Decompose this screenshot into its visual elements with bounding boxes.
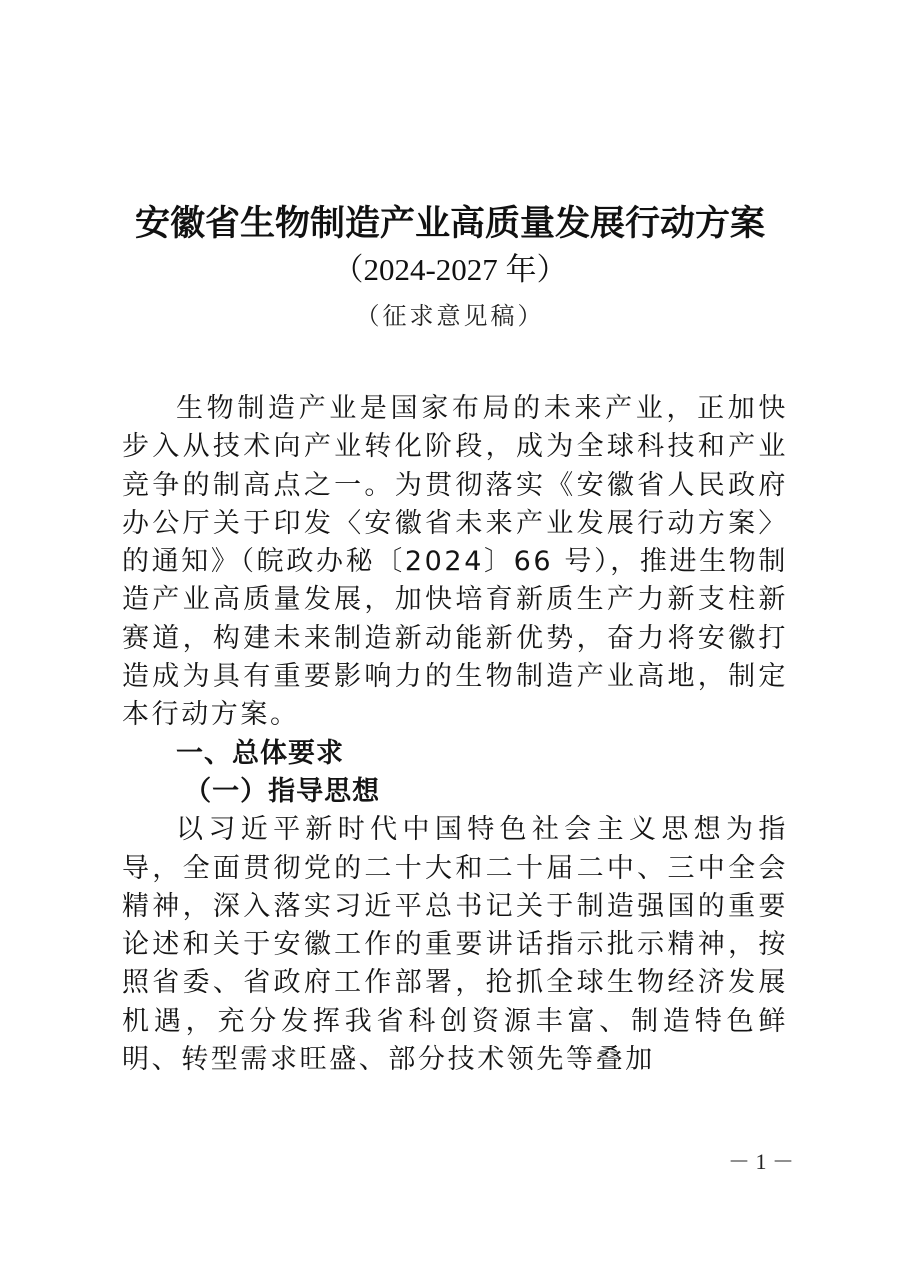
draft-label: （征求意见稿） — [355, 302, 545, 330]
document-years: （2024-2027 年） — [332, 252, 568, 287]
document-title: 安徽省生物制造产业高质量发展行动方案 — [134, 203, 765, 244]
section-heading-general-requirements: 一、总体要求 — [176, 737, 344, 769]
page-number: － 1 － — [728, 1149, 795, 1174]
intro-paragraph: 生物制造产业是国家布局的未来产业，正加快步入从技术向产业转化阶段，成为全球科技和产业竞争的制高点之一。为贯彻落实《安徽省人民政府办公厅关于印发〈安徽省未来产业发展行动方案〉的通知》（皖政办秘〔2024〕66 号），推进生物制造产业高质量发展，加快培育新质生产力新支柱新赛道，构建未来制造新动能新优势，奋力将安徽打造成为具有重要影响力的生物制造产业高地，制定本行动方案。 — [122, 393, 788, 731]
guiding-ideology-paragraph: 以习近平新时代中国特色社会主义思想为指导，全面贯彻党的二十大和二十届二中、三中全会精神，深入落实习近平总书记关于制造强国的重要论述和关于安徽工作的重要讲话指示批示精神，按照省委、省政府工作部署，抢抓全球生物经济发展机遇，充分发挥我省科创资源丰富、制造特色鲜明、转型需求旺盛、部分技术领先等叠加 — [122, 814, 788, 1076]
document-body — [122, 390, 788, 1079]
subsection-heading-guiding-ideology: （一）指导思想 — [184, 775, 381, 807]
